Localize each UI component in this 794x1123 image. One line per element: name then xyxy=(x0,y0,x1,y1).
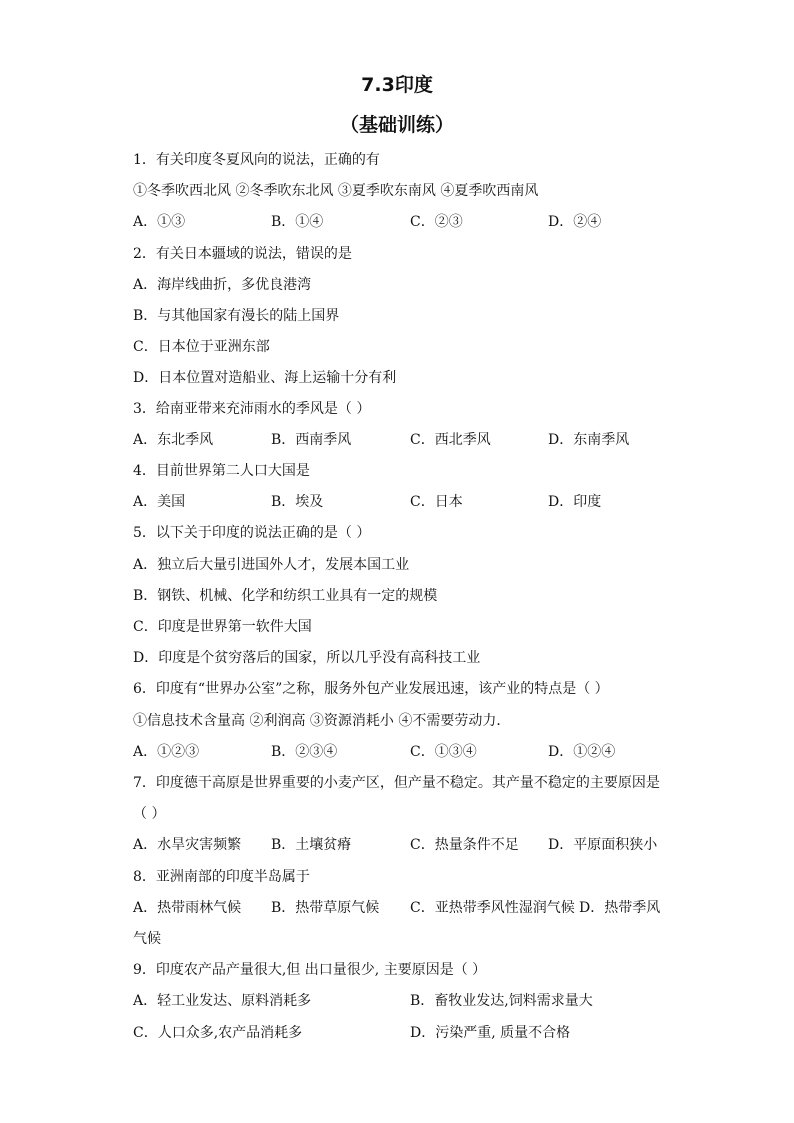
question-5-option-d: D．印度是个贫穷落后的国家，所以几乎没有高科技工业 xyxy=(133,650,481,666)
question-7-stem: 7．印度德干高原是世界重要的小麦产区，但产量不稳定。其产量不稳定的主要原因是 xyxy=(133,775,660,791)
question-9-stem: 9．印度农产品产量很大,但 出口量很少, 主要原因是（ ） xyxy=(133,962,487,978)
question-8-stem: 8．亚洲南部的印度半岛属于 xyxy=(133,869,310,885)
question-9-option-a: A．轻工业发达、原料消耗多 xyxy=(133,993,312,1009)
question-4-option-b: B．埃及 xyxy=(271,494,324,510)
question-9-option-d: D．污染严重, 质量不合格 xyxy=(410,1025,571,1041)
question-4-stem: 4．目前世界第二人口大国是 xyxy=(133,463,310,479)
question-6-option-d: D．①②④ xyxy=(548,744,616,760)
question-1-option-b: B．①④ xyxy=(271,214,324,230)
question-4-option-c: C．日本 xyxy=(410,494,463,510)
question-9-option-c: C．人口众多,农产品消耗多 xyxy=(133,1025,303,1041)
question-3-stem: 3．给南亚带来充沛雨水的季风是（ ） xyxy=(133,401,371,417)
question-2-option-b: B．与其他国家有漫长的陆上国界 xyxy=(133,308,340,324)
question-4-option-a: A．美国 xyxy=(133,494,186,510)
question-2-option-a: A．海岸线曲折，多优良港湾 xyxy=(133,277,312,293)
question-5-option-a: A．独立后大量引进国外人才，发展本国工业 xyxy=(133,557,410,573)
question-5-stem: 5．以下关于印度的说法正确的是（ ） xyxy=(133,525,371,541)
question-1-option-d: D．②④ xyxy=(548,214,602,230)
question-9-option-b: B．畜牧业发达,饲料需求量大 xyxy=(410,993,593,1009)
page-subtitle: （基础训练） xyxy=(339,114,454,136)
question-1-stem: 1．有关印度冬夏风向的说法，正确的有 xyxy=(133,152,380,168)
question-5-option-c: C．印度是世界第一软件大国 xyxy=(133,619,312,635)
question-3-option-c: C．西北季风 xyxy=(410,432,491,448)
question-1-option-c: C．②③ xyxy=(410,214,463,230)
question-6-option-c: C．①③④ xyxy=(410,744,477,760)
question-6-option-b: B．②③④ xyxy=(271,744,338,760)
question-7-option-c: C．热量条件不足 xyxy=(410,837,519,853)
question-8-option-d-wrap: 气候 xyxy=(133,931,161,947)
question-7-stem-continued: （ ） xyxy=(133,806,166,822)
question-2-option-c: C．日本位于亚洲东部 xyxy=(133,339,270,355)
question-1-option-a: A．①③ xyxy=(133,214,186,230)
question-7-option-d: D．平原面积狭小 xyxy=(548,837,658,853)
question-6-stem: 6．印度有“世界办公室”之称，服务外包产业发展迅速，该产业的特点是（ ） xyxy=(133,681,609,697)
question-8-option-b: B．热带草原气候 xyxy=(271,900,380,916)
page-title: 7.3印度 xyxy=(361,74,433,96)
question-7-option-b: B．土壤贫瘠 xyxy=(271,837,352,853)
question-8-option-c: C．亚热带季风性湿润气候 xyxy=(410,900,575,916)
question-4-option-d: D．印度 xyxy=(548,494,602,510)
question-6-option-a: A．①②③ xyxy=(133,744,200,760)
question-5-option-b: B．钢铁、机械、化学和纺织工业具有一定的规模 xyxy=(133,588,438,604)
question-2-stem: 2．有关日本疆域的说法，错误的是 xyxy=(133,246,352,262)
question-6-statements: ①信息技术含量高 ②利润高 ③资源消耗小 ④不需要劳动力． xyxy=(133,713,511,729)
question-8-option-a: A．热带雨林气候 xyxy=(133,900,242,916)
question-3-option-b: B．西南季风 xyxy=(271,432,352,448)
question-3-option-d: D．东南季风 xyxy=(548,432,630,448)
question-3-option-a: A．东北季风 xyxy=(133,432,214,448)
question-7-option-a: A．水旱灾害频繁 xyxy=(133,837,242,853)
question-1-statements: ①冬季吹西北风 ②冬季吹东北风 ③夏季吹东南风 ④夏季吹西南风 xyxy=(133,183,539,199)
question-8-option-d: D．热带季风 xyxy=(579,900,661,916)
question-2-option-d: D．日本位置对造船业、海上运输十分有利 xyxy=(133,370,397,386)
